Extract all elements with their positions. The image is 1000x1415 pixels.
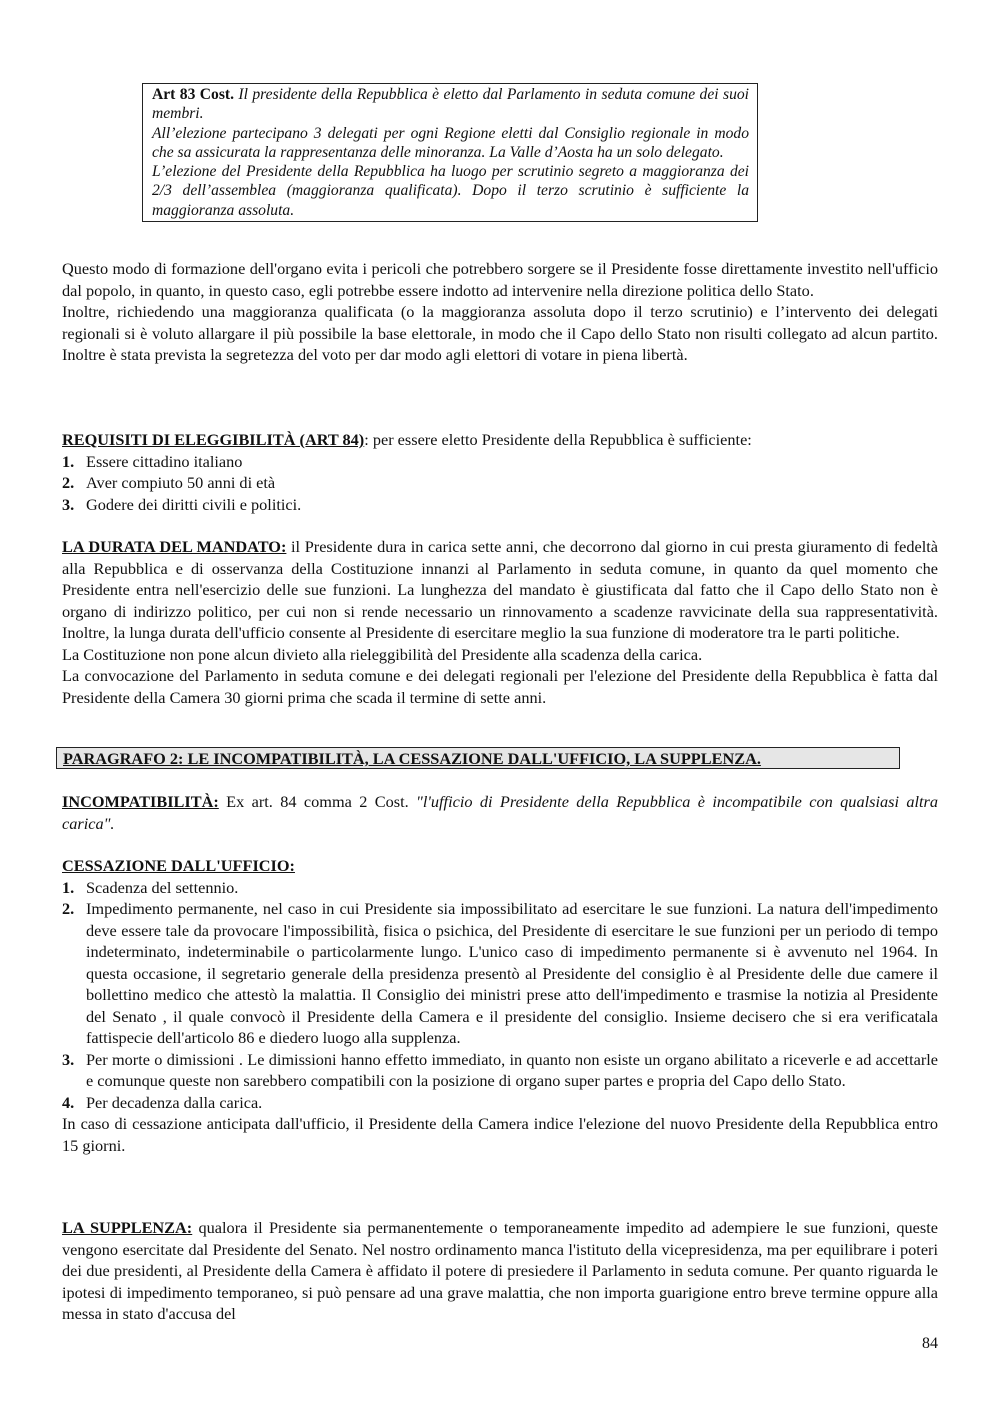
list-item-text: Godere dei diritti civili e politici. (86, 494, 302, 514)
list-item-number: 1. (62, 451, 75, 471)
list-item-number: 3. (62, 1049, 75, 1069)
durata-paragraph-1 (62, 536, 938, 644)
incompatibilita-quote: "l'ufficio di Presidente della Repubblica è incompatibile con qualsiasi altra carica". (62, 792, 939, 833)
list-item-text: Aver compiuto 50 anni di età (86, 473, 276, 492)
cessazione-list (62, 877, 938, 1114)
durata-paragraph-3: La convocazione del Parlamento in seduta comune e dei delegati regionali per l'elezione del Presidente della Repubblica è fatta dal Presidente della Camera 30 giorni prima che scada il termine di sette anni. (62, 666, 938, 707)
cessazione-title (62, 855, 938, 877)
box-line-3: L’elezione del Presidente della Repubblica ha luogo per scrutinio segreto a maggioranza dei 2/3 dell’assemblea (maggioranza qualificata). Dopo il terzo scrutinio è sufficiente la maggioranza assoluta. (152, 163, 749, 219)
list-item-text: Per decadenza dalla carica. (86, 1092, 263, 1112)
durata-text: il Presidente dura in carica sette anni, che decorrono dal giorno in cui presta giuramento di fedeltà alla Repubblica e di osservanza della Costituzione innanzi al Parlamento in seduta comune, in quanto da quel momento che Presidente entra nell'esercizio delle sue funzioni. La lunghezza del mandato è giustificata dal fatto che il Capo dello Stato non è organo di indirizzo politico, per cui non si rende necessario un rinnovamento a scadenze ravvicinate della sua rappresentatività. Inoltre, la lunga durata dell'ufficio consente al Presidente di esercitare meglio la sua funzione di moderatore tra le parti politiche. (62, 537, 938, 642)
requisiti-list (62, 451, 938, 516)
incompatibilita-ref: Ex art. 84 comma 2 Cost. (218, 792, 417, 811)
durata-paragraph-2: La Costituzione non pone alcun divieto alla rieleggibilità del Presidente alla scadenza della carica. (62, 644, 703, 664)
list-item (62, 472, 938, 494)
list-item-text: Essere cittadino italiano (86, 451, 243, 471)
box-line-2: All’elezione partecipano 3 delegati per ogni Regione eletti dal Consiglio regionale in modo che sa assicurata la rappresentanza delle minoranza. La Valle d’Aosta ha un solo delegato. (152, 124, 749, 161)
box-label: Art 83 Cost. (152, 86, 235, 103)
incompatibilita-paragraph (62, 791, 938, 834)
list-item (62, 898, 938, 1049)
intro-paragraph-1: Questo modo di formazione dell'organo evita i pericoli che potrebbero sorgere se il Presidente fosse direttamente investito nell'ufficio dal popolo, in quanto, in questo caso, egli potrebbe essere indotto ad intervenire nella direzione politica dello Stato. (62, 259, 938, 300)
list-item-number: 3. (62, 494, 75, 514)
requisiti-intro (62, 429, 938, 451)
page-number: 84 (922, 1335, 938, 1352)
box-line-1-text: Il presidente della Repubblica è eletto dal Parlamento in seduta comune dei suoi membri. (152, 86, 749, 123)
requisiti-heading: REQUISITI DI ELEGGIBILITÀ (ART 84) (62, 430, 365, 449)
list-item-number: 2. (62, 473, 75, 492)
list-item-text: Per morte o dimissioni . Le dimissioni hanno effetto immediato, in quanto non esiste un organo abilitato a riceverle e ad accettarle e comunque queste non sarebbero compatibili con la posizione di organo super partes e propria del Capo dello Stato. (86, 1049, 938, 1090)
supplenza-heading: LA SUPPLENZA: (62, 1218, 193, 1237)
list-item-text: Impedimento permanente, nel caso in cui Presidente sia impossibilitato ad esercitare le sue funzioni. La natura dell'impedimento deve essere tale da provocare l'impossibilità, fisica o psichica, del Presidente di esercitare le sue funzioni per un periodo di tempo indeterminato, indeterminabile o particolarmente lungo. L'unico caso di impedimento permanente si è avvenuto nel 1964. In questa occasione, il segretario generale della presidenza presentò al Presidente del consiglio è al Presidente delle due camere il bollettino medico che attestò la malattia. Il Consiglio dei ministri prese atto dell'impedimento e trasmise la notizia al Presidente del Senato , il quale convocò il Presidente della Camera e il presidente del consiglio. Insieme decisero che si era verificatala fattispecie dell'articolo 86 e diedero luogo alla supplenza. (86, 899, 938, 1047)
list-item (62, 1092, 938, 1114)
box-line-1 (152, 85, 749, 124)
list-item (62, 494, 938, 516)
supplenza-text: qualora il Presidente sia permanentemente o temporaneamente impedito ad adempiere le sue funzioni, queste vengono esercitate dal Presidente del Senato. Nel nostro ordinamento manca l'istituto della vicepresidenza, ma per equilibrare i poteri dei due presidenti, al Presidente della Camera è affidato il potere di presiedere il Parlamento in seduta comune. Per quanto riguarda le ipotesi di impedimento temporaneo, si può pensare ad una grave malattia, che non importa guarigione entro breve termine oppure alla messa in stato d'accusa del (62, 1218, 938, 1323)
intro-section (62, 258, 938, 366)
cessazione-heading: CESSAZIONE DALL'UFFICIO: (62, 856, 295, 875)
list-item-number: 1. (62, 877, 75, 897)
supplenza-paragraph (62, 1217, 938, 1325)
list-item-text: Scadenza del settennio. (86, 877, 239, 897)
intro-paragraph-2: Inoltre, richiedendo una maggioranza qualificata (o la maggioranza assoluta dopo il terzo scrutinio) e l’intervento dei delegati regionali si è voluto allargare il più possibile la base elettorale, in modo che il Capo dello Stato non risulti collegato ad alcun partito. Inoltre è stata prevista la segretezza del voto per dar modo agli elettori di votare in piena libertà. (62, 302, 938, 364)
paragrafo-2-title: PARAGRAFO 2: LE INCOMPATIBILITÀ, LA CESSAZIONE DALL'UFFICIO, LA SUPPLENZA. (56, 747, 900, 769)
durata-heading: LA DURATA DEL MANDATO: (62, 537, 287, 556)
durata-section (62, 536, 938, 708)
cessazione-section (62, 855, 938, 1156)
article-83-box (142, 83, 758, 222)
cessazione-after: In caso di cessazione anticipata dall'ufficio, il Presidente della Camera indice l'elezione del nuovo Presidente della Repubblica entro 15 giorni. (62, 1114, 938, 1155)
supplenza-section (62, 1217, 938, 1325)
incompatibilita-section (62, 791, 938, 834)
list-item-number: 2. (62, 899, 75, 918)
requisiti-tail: : per essere eletto Presidente della Repubblica è sufficiente: (364, 430, 752, 449)
list-item (62, 451, 938, 473)
list-item (62, 1049, 938, 1092)
list-item (62, 877, 938, 899)
list-item-number: 4. (62, 1092, 75, 1112)
incompatibilita-heading: INCOMPATIBILITÀ: (62, 792, 219, 811)
requisiti-section (62, 429, 938, 515)
